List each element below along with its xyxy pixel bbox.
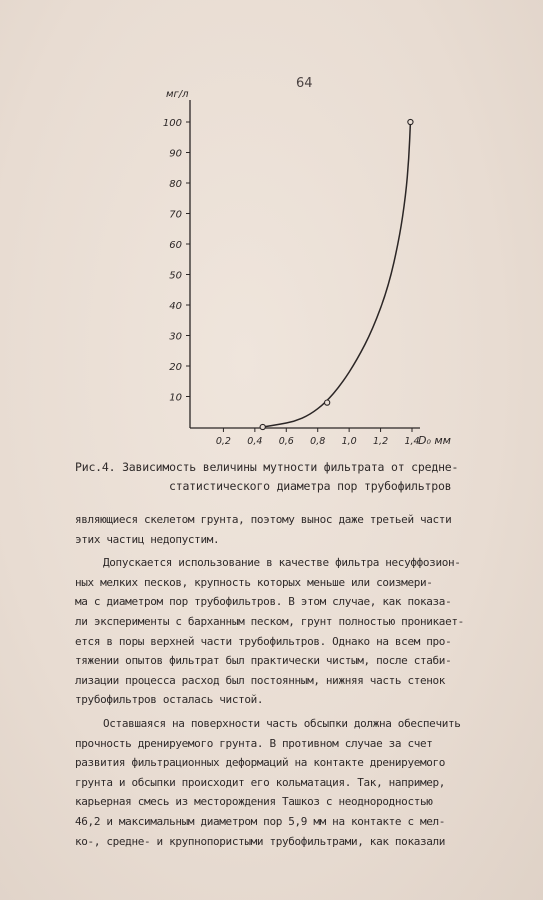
y-tick-group [163,118,190,404]
y-tick-label: 60 [169,240,182,251]
data-point-marker [408,119,413,124]
y-tick-label: 90 [169,148,182,160]
y-tick-label: 50 [169,270,182,282]
text-line: Оставшаяся на поверхности часть обсыпки должна обеспечить [103,716,461,730]
text-line: трубофильтров осталась чистой. [75,693,264,707]
chart-axes [190,100,420,428]
data-point-marker [260,424,265,429]
curve-group [260,119,413,429]
text-line: ных мелких песков, крупность которых меньше или соизмери- [75,575,433,589]
x-tick-label: 0,6 [278,436,294,447]
text-line: прочность дренируемого грунта. В противном случае за счет [75,736,433,750]
y-tick-label: 10 [169,392,182,404]
text-line: развития фильтрационных деформаций на контакте дренируемого [75,756,446,770]
text-line: тяжении опытов фильтрат был практически чистым, после стаби- [75,654,452,668]
text-line: ко-, средне- и крупнопористыми трубофильтрами, как показали [75,834,446,848]
caption-line-1: Рис.4. Зависимость величины мутности фильтрата от средне- [75,460,459,474]
x-tick-label: 1,0 [341,436,357,447]
text-line: карьерная смесь из месторождения Ташкоз с неоднородностью [75,795,433,809]
x-axis-label: D₀ мм [418,434,451,447]
y-tick-label: 100 [162,118,182,129]
text-line: ма с диаметром пор трубофильтров. В этом случае, как показа- [75,595,452,609]
y-tick-label: 70 [169,209,182,221]
x-tick-label: 0,2 [215,436,231,447]
text-line: являющиеся скелетом грунта, поэтому вынос даже третьей части [75,513,452,526]
text-line: этих частиц недопустим. [75,532,220,546]
text-line: Допускается использование в качестве фильтра несуффозион- [103,556,461,570]
body-text [75,510,525,851]
text-line: ется в поры верхней части трубофильтров. Однако на всем про- [75,634,452,648]
figure-caption [75,458,520,496]
x-tick-label: 0,4 [247,436,263,447]
y-tick-label: 80 [169,179,182,190]
text-line: грунта и обсыпки происходит его кольматация. Так, например, [75,775,446,789]
x-tick-group [216,428,420,447]
data-point-marker [325,400,330,405]
text-line: ли эксперименты с барханным песком, грунт полностью проникает- [75,614,464,628]
turbidity-curve [263,122,411,427]
x-tick-label: 0,8 [310,436,326,447]
y-axis-unit-label: мг/л [166,89,189,100]
axis-label-group [166,89,451,447]
page-number: 64 [296,76,313,91]
y-tick-label: 20 [169,362,182,373]
y-tick-label: 30 [169,331,182,343]
caption-line-2: статистического диаметра пор трубофильтров [169,479,452,493]
x-tick-label: 1,2 [373,436,389,447]
x-tick-label: 1,4 [404,436,420,447]
text-line: лизации процесса расход был постоянным, нижняя часть стенок [75,673,446,687]
text-line: 46,2 и максимальным диаметром пор 5,9 мм на контакте с мел- [75,814,446,828]
y-tick-label: 40 [169,301,182,312]
